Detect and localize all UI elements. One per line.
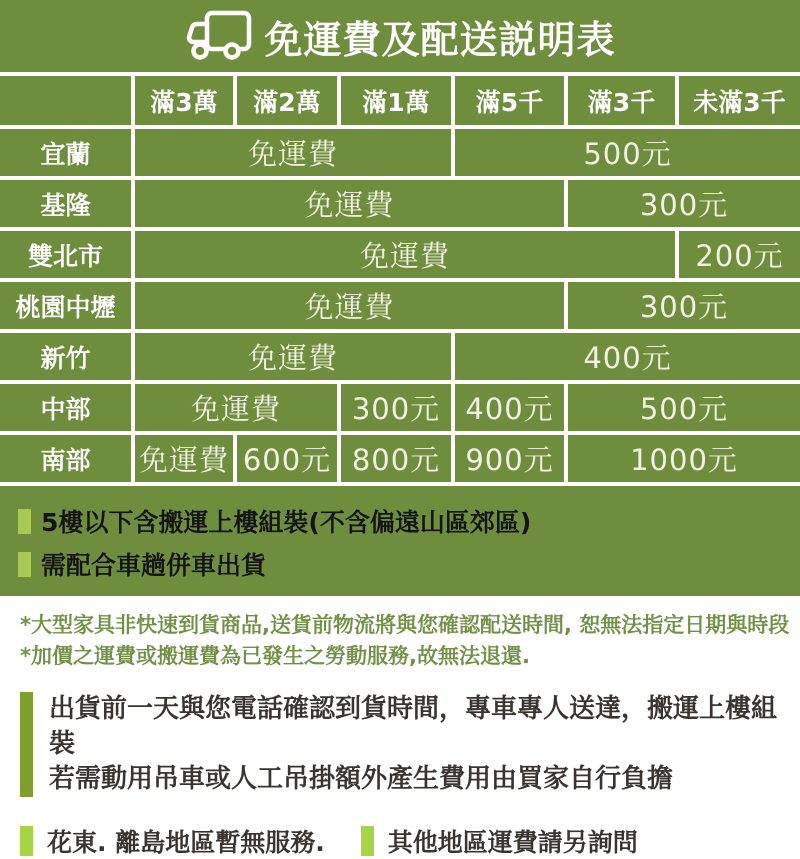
- green-note-text: 5樓以下含搬運上樓組裝(不含偏遠山區郊區): [41, 508, 532, 537]
- fee-cell: 400元: [453, 382, 566, 433]
- table-row: [0, 178, 800, 229]
- table-row: [0, 280, 800, 331]
- column-header: 滿3萬: [133, 74, 235, 127]
- table-row: [0, 382, 800, 433]
- table-header-row: [0, 74, 800, 127]
- delivery-note: [20, 692, 800, 797]
- fee-cell: 300元: [566, 280, 800, 331]
- delivery-note-line2: 若需動用吊車或人工吊掛額外產生費用由買家自行負擔: [49, 764, 674, 794]
- fee-cell: 900元: [453, 433, 566, 484]
- region-cell: 雙北市: [0, 229, 133, 280]
- green-bar-icon: [20, 826, 33, 856]
- green-note: [18, 503, 800, 539]
- corner-cell: [0, 74, 133, 127]
- fee-cell: 800元: [339, 433, 453, 484]
- page-title: [0, 0, 800, 72]
- column-header: 滿1萬: [339, 74, 453, 127]
- fine-print: [0, 610, 800, 672]
- column-header: 滿2萬: [235, 74, 339, 127]
- bottom-note: [20, 823, 325, 859]
- table-row: [0, 433, 800, 484]
- fee-cell: 300元: [566, 178, 800, 229]
- bottom-note-text: 其他地區運費請另詢問: [387, 828, 638, 857]
- bottom-notes: [20, 823, 800, 859]
- fee-cell: 200元: [677, 229, 800, 280]
- shipping-fee-table: [0, 72, 800, 486]
- fine-print-line: *加價之運費或搬運費為已發生之勞動服務,故無法退還.: [20, 644, 530, 668]
- table-row: [0, 229, 800, 280]
- bullet-square-icon: [18, 552, 31, 577]
- fee-cell: 免運費: [133, 178, 566, 229]
- fee-cell: 免運費: [133, 433, 235, 484]
- bottom-note: [361, 823, 638, 859]
- fee-cell: 免運費: [133, 331, 453, 382]
- truck-icon: [184, 10, 256, 62]
- fee-cell: 免運費: [133, 280, 566, 331]
- extra-info-panel: [0, 596, 800, 859]
- region-cell: 中部: [0, 382, 133, 433]
- green-note: [18, 546, 800, 582]
- delivery-note-line1: 出貨前一天與您電話確認到貨時間，專車專人送達，搬運上樓組裝: [49, 694, 778, 759]
- green-notes: [0, 486, 800, 582]
- fee-cell: 500元: [566, 382, 800, 433]
- green-bar: [20, 692, 33, 797]
- bottom-note-text: 花東. 離島地區暫無服務.: [47, 828, 325, 857]
- fee-cell: 免運費: [133, 229, 677, 280]
- table-row: [0, 127, 800, 178]
- green-note-text: 需配合車趟併車出貨: [41, 551, 267, 580]
- region-cell: 桃園中壢: [0, 280, 133, 331]
- page-title-text: 免運費及配送説明表: [264, 17, 616, 62]
- column-header: 未滿3千: [677, 74, 800, 127]
- fee-cell: 1000元: [566, 433, 800, 484]
- column-header: 滿3千: [566, 74, 677, 127]
- column-header: 滿5千: [453, 74, 566, 127]
- region-cell: 新竹: [0, 331, 133, 382]
- fee-cell: 600元: [235, 433, 339, 484]
- region-cell: 基隆: [0, 178, 133, 229]
- green-bar-icon: [361, 826, 374, 856]
- bullet-square-icon: [18, 509, 31, 534]
- region-cell: 南部: [0, 433, 133, 484]
- region-cell: 宜蘭: [0, 127, 133, 178]
- fee-cell: 500元: [453, 127, 800, 178]
- fee-cell: 免運費: [133, 127, 453, 178]
- fine-print-line: *大型家具非快速到貨商品,送貨前物流將與您確認配送時間, 恕無法指定日期與時段: [20, 613, 790, 637]
- fee-cell: 400元: [453, 331, 800, 382]
- fee-cell: 300元: [339, 382, 453, 433]
- table-row: [0, 331, 800, 382]
- fee-cell: 免運費: [133, 382, 339, 433]
